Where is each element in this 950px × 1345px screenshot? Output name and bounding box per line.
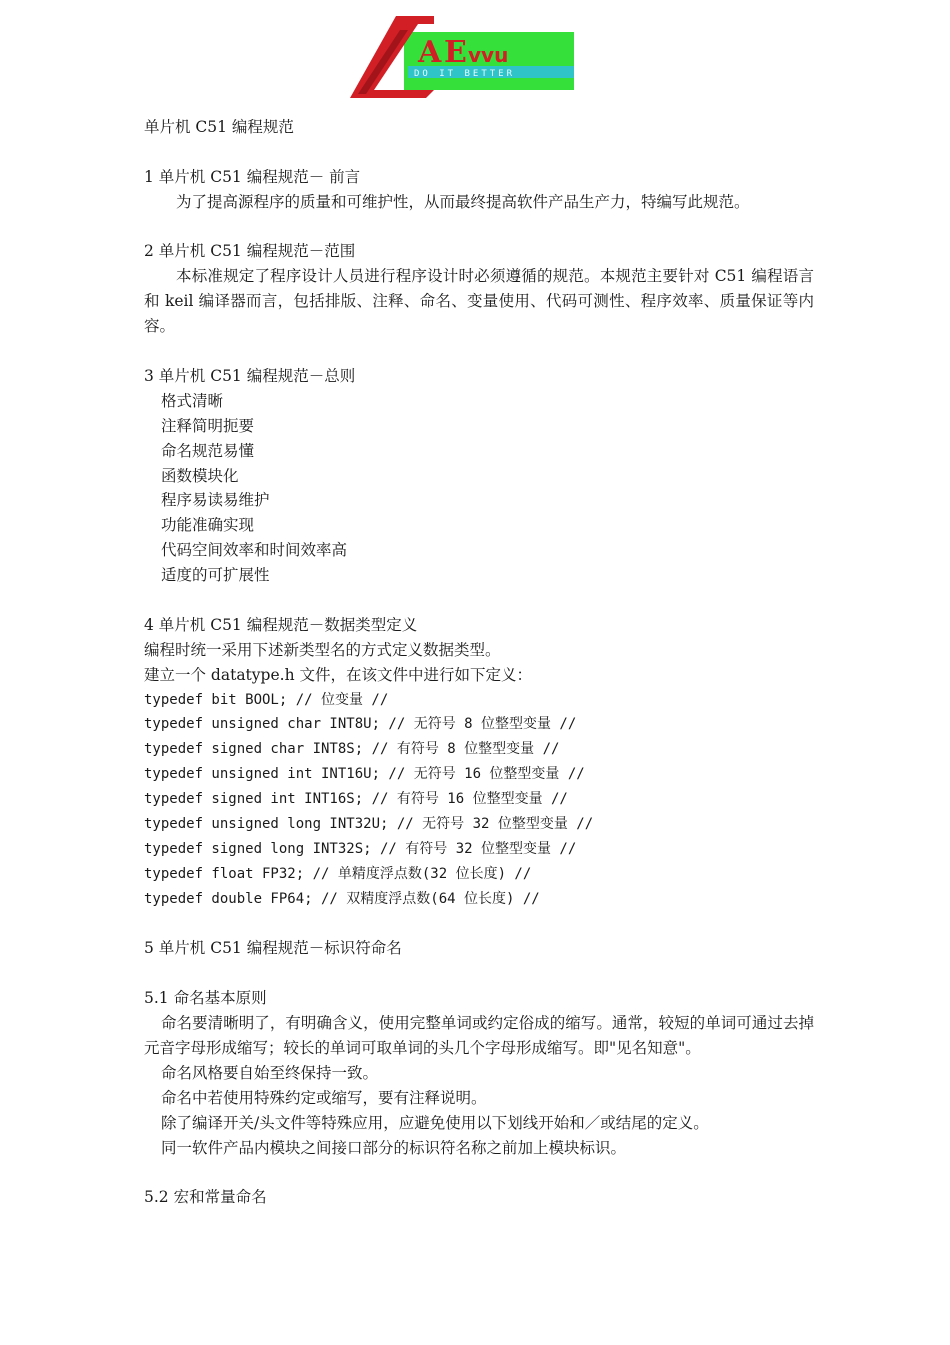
section-5-heading: 5 单片机 C51 编程规范－标识符命名 (144, 939, 402, 958)
section-2-heading: 2 单片机 C51 编程规范－范围 (144, 242, 356, 261)
svg-text:DO IT BETTER: DO IT BETTER (414, 69, 516, 79)
principle-item: 格式清晰 (161, 391, 224, 410)
section-4-heading: 4 单片机 C51 编程规范－数据类型定义 (144, 615, 418, 634)
section-4-intro: 建立一个 datatype.h 文件，在该文件中进行如下定义： (144, 665, 532, 684)
naming-rule-item: 同一软件产品内模块之间接口部分的标识符名称之前加上模块标识。 (161, 1138, 627, 1157)
code-line: typedef unsigned int INT16U; // 无符号 16 位整型变量 // (144, 766, 585, 783)
svg-text:vvu: vvu (468, 43, 509, 67)
subsection-5-1-para: 命名要清晰明了，有明确含义，使用完整单词或约定俗成的缩写。通常，较短的单词可通过去掉元音字母形成缩写；较长的单词可取单词的头几个字母形成缩写。即"见名知意"。 (144, 1014, 814, 1058)
principle-item: 程序易读易维护 (161, 491, 270, 510)
section-3-heading: 3 单片机 C51 编程规范－总则 (144, 366, 356, 385)
section-1-body: 为了提高源程序的质量和可维护性，从而最终提高软件产品生产力，特编写此规范。 (176, 192, 750, 211)
principle-item: 注释简明扼要 (161, 416, 255, 435)
subsection-5-1-heading: 5.1 命名基本原则 (144, 989, 267, 1008)
code-line: typedef double FP64; // 双精度浮点数(64 位长度) // (144, 890, 540, 907)
company-logo (348, 14, 576, 100)
code-line: typedef unsigned char INT8U; // 无符号 8 位整型变量 // (144, 716, 577, 733)
section-1-heading: 1 单片机 C51 编程规范－ 前言 (144, 167, 361, 186)
naming-rule-item: 命名中若使用特殊约定或缩写，要有注释说明。 (161, 1088, 487, 1107)
naming-rule-item: 命名风格要自始至终保持一致。 (161, 1063, 379, 1082)
code-line: typedef signed char INT8S; // 有符号 8 位整型变量 // (144, 741, 560, 758)
code-line: typedef unsigned long INT32U; // 无符号 32 位整型变量 // (144, 815, 594, 832)
principle-item: 函数模块化 (161, 466, 239, 485)
subsection-5-2-heading: 5.2 宏和常量命名 (144, 1188, 267, 1207)
principle-item: 代码空间效率和时间效率高 (161, 541, 348, 560)
code-line: typedef float FP32; // 单精度浮点数(32 位长度) // (144, 865, 532, 882)
principle-item: 适度的可扩展性 (161, 566, 270, 585)
svg-text:E: E (444, 35, 467, 70)
logo-graphic (348, 14, 576, 100)
naming-rule-item: 除了编译开关/头文件等特殊应用，应避免使用以下划线开始和／或结尾的定义。 (161, 1113, 709, 1132)
code-line: typedef signed int INT16S; // 有符号 16 位整型变量 // (144, 791, 568, 808)
code-line: typedef bit BOOL; // 位变量 // (144, 691, 389, 708)
section-2-body: 本标准规定了程序设计人员进行程序设计时必须遵循的规范。本规范主要针对 C51 编程语言和 keil 编译器而言，包括排版、注释、命名、变量使用、代码可测性、程序效率、质量保证等内容。 (144, 267, 814, 336)
code-line: typedef signed long INT32S; // 有符号 32 位整型变量 // (144, 840, 577, 857)
svg-text:A: A (418, 35, 442, 70)
document-title: 单片机 C51 编程规范 (144, 118, 294, 136)
principle-item: 命名规范易懂 (161, 441, 255, 460)
document-body (144, 115, 814, 1210)
principle-item: 功能准确实现 (161, 516, 255, 535)
section-4-intro: 编程时统一采用下述新类型名的方式定义数据类型。 (144, 640, 501, 659)
